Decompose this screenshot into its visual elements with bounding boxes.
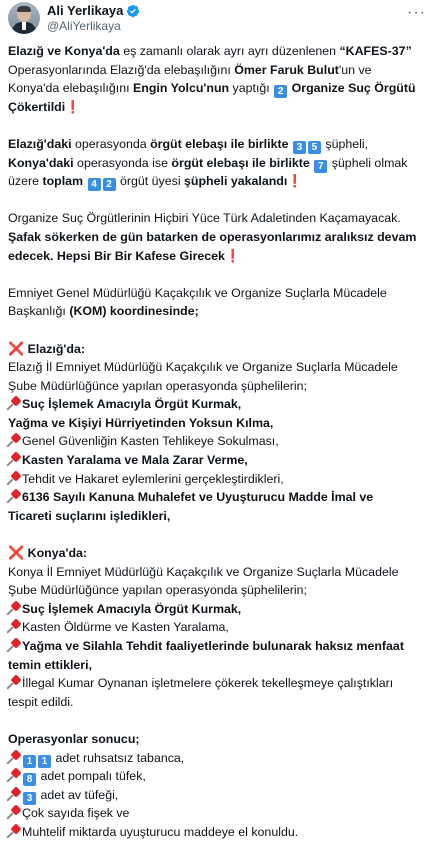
text: operasyonda xyxy=(71,136,151,151)
section-title: Elazığ'da: xyxy=(24,341,85,356)
keycap-digit: 3 xyxy=(293,141,306,154)
text: Çökertildi xyxy=(8,99,66,114)
text: Ömer Faruk Bulut xyxy=(234,62,339,77)
text: Şafak sökerken de gün batarken de operasyonlarımız aralıksız devam xyxy=(8,229,417,244)
list-item: İllegal Kumar Oynanan işletmelere çökerek tekelleşmeye çalıştıkları xyxy=(22,676,394,691)
text: Şube Müdürlüğünce yapılan operasyonda şüphelilerin; xyxy=(8,583,307,598)
text: Engin Yolcu'nun xyxy=(132,81,230,96)
list-item: Genel Güvenliğin Kasten Tehlikeye Sokulması, xyxy=(22,434,279,449)
pushpin-icon xyxy=(8,788,21,801)
keycap-digit: 4 xyxy=(88,178,101,191)
text: (KOM) koordinesinde; xyxy=(69,304,199,319)
text: örgüt üyesi xyxy=(116,174,185,189)
cross-mark-icon: ❌ xyxy=(8,340,25,356)
keycap-digit: 1 xyxy=(23,755,36,768)
pushpin-icon xyxy=(8,769,21,782)
pushpin-icon xyxy=(8,620,21,633)
keycap-digit: 2 xyxy=(274,85,287,98)
pushpin-icon xyxy=(8,472,21,485)
list-item: 6136 Sayılı Kanuna Muhalefet ve Uyuşturucu Madde İmal ve xyxy=(22,490,374,505)
pushpin-icon xyxy=(8,453,21,466)
list-item: Muhtelif miktarda uyuşturucu maddeye el konuldu. xyxy=(22,824,299,839)
text: edecek. Hepsi Bir Bir Kafese Girecek xyxy=(8,248,225,263)
text: toplam xyxy=(42,174,84,189)
keycap-digit: 1 xyxy=(38,755,51,768)
keycap-digit: 2 xyxy=(103,178,116,191)
text: Elazığ'daki xyxy=(8,136,72,151)
text: 'un ve xyxy=(338,62,372,77)
text: şüpheli, xyxy=(321,136,369,151)
exclamation-icon: ❗ xyxy=(65,99,81,114)
tweet-text xyxy=(8,42,432,842)
text: örgüt elebaşı ile birlikte xyxy=(171,155,310,170)
tweet-header xyxy=(0,0,438,38)
text: örgüt elebaşı ile birlikte xyxy=(150,136,289,151)
text: Konya'daki xyxy=(8,155,74,170)
pushpin-icon xyxy=(8,490,21,503)
keycap-digit: 3 xyxy=(23,792,36,805)
list-item: adet ruhsatsız tabanca, xyxy=(52,750,185,765)
list-item: temin ettikleri, xyxy=(8,657,93,672)
keycap-digit: 8 xyxy=(23,773,36,786)
section-title: Operasyonlar sonucu; xyxy=(8,731,140,746)
text: Konya'da elebaşılığını xyxy=(8,81,133,96)
pushpin-icon xyxy=(8,806,21,819)
text: üzere xyxy=(8,174,43,189)
pushpin-icon xyxy=(8,397,21,410)
keycap-digit: 7 xyxy=(314,160,327,173)
list-item: Kasten Öldürme ve Kasten Yaralama, xyxy=(22,620,229,635)
more-options-icon[interactable]: ··· xyxy=(407,4,426,21)
verified-badge-icon xyxy=(126,4,140,18)
text: Başkanlığı xyxy=(8,304,70,319)
pushpin-icon xyxy=(8,434,21,447)
author-handle[interactable]: @AliYerlikaya xyxy=(47,19,121,33)
list-item: Ticareti suçlarını işledikleri, xyxy=(8,508,171,523)
text: şüpheli yakalandı xyxy=(184,174,288,189)
avatar[interactable] xyxy=(8,2,40,34)
list-item: Suç İşlemek Amacıyla Örgüt Kurmak, xyxy=(22,397,242,412)
text: şüpheli olmak xyxy=(328,155,408,170)
text: eş zamanlı olarak ayrı ayrı düzenlenen xyxy=(119,44,340,58)
text: yaptığı xyxy=(229,81,274,96)
cross-mark-icon: ❌ xyxy=(8,545,25,561)
list-item: Kasten Yaralama ve Mala Zarar Verme, xyxy=(22,453,248,468)
text: Organize Suç Örgütü xyxy=(288,81,416,96)
pushpin-icon xyxy=(8,825,21,838)
text: “KAFES-37” xyxy=(339,44,412,58)
pushpin-icon xyxy=(8,676,21,689)
list-item: adet pompalı tüfek, xyxy=(37,769,146,784)
list-item: Çok sayıda fişek ve xyxy=(22,806,130,821)
text: Organize Suç Örgütlerinin Hiçbiri Yüce Türk Adaletinden Kaçamayacak. xyxy=(8,211,401,226)
list-item: adet av tüfeği, xyxy=(37,787,119,802)
text: Elazığ İl Emniyet Müdürlüğü Kaçakçılık ve Organize Suçlarla Mücadele xyxy=(8,360,398,375)
list-item: Tehdit ve Hakaret eylemlerini gerçekleştirdikleri, xyxy=(22,471,284,486)
pushpin-icon xyxy=(8,602,21,615)
text: Konya İl Emniyet Müdürlüğü Kaçakçılık ve Organize Suçlarla Mücadele xyxy=(8,564,399,579)
pushpin-icon xyxy=(8,639,21,652)
list-item: tespit edildi. xyxy=(8,694,74,709)
keycap-digit: 5 xyxy=(308,141,321,154)
text: Operasyonlarında Elazığ'da elebaşılığını xyxy=(8,62,235,77)
exclamation-icon: ❗ xyxy=(287,174,303,189)
exclamation-icon: ❗ xyxy=(224,248,241,263)
text: operasyonda ise xyxy=(73,155,172,170)
list-item: Yağma ve Silahla Tehdit faaliyetlerinde bulunarak haksız menfaat xyxy=(22,639,404,653)
pushpin-icon xyxy=(8,751,21,764)
list-item: Suç İşlemek Amacıyla Örgüt Kurmak, xyxy=(22,601,242,616)
text: Şube Müdürlüğünce yapılan operasyonda şüphelilerin; xyxy=(8,378,307,393)
text: Emniyet Genel Müdürlüğü Kaçakçılık ve Organize Suçlarla Mücadele xyxy=(8,285,387,300)
list-item: Yağma ve Kişiyi Hürriyetinden Yoksun Kılma, xyxy=(8,415,274,430)
text: Elazığ ve Konya'da xyxy=(8,44,120,58)
section-title: Konya'da: xyxy=(24,546,88,561)
author-name[interactable]: Ali Yerlikaya xyxy=(47,3,124,18)
author-name-row[interactable] xyxy=(47,3,140,18)
